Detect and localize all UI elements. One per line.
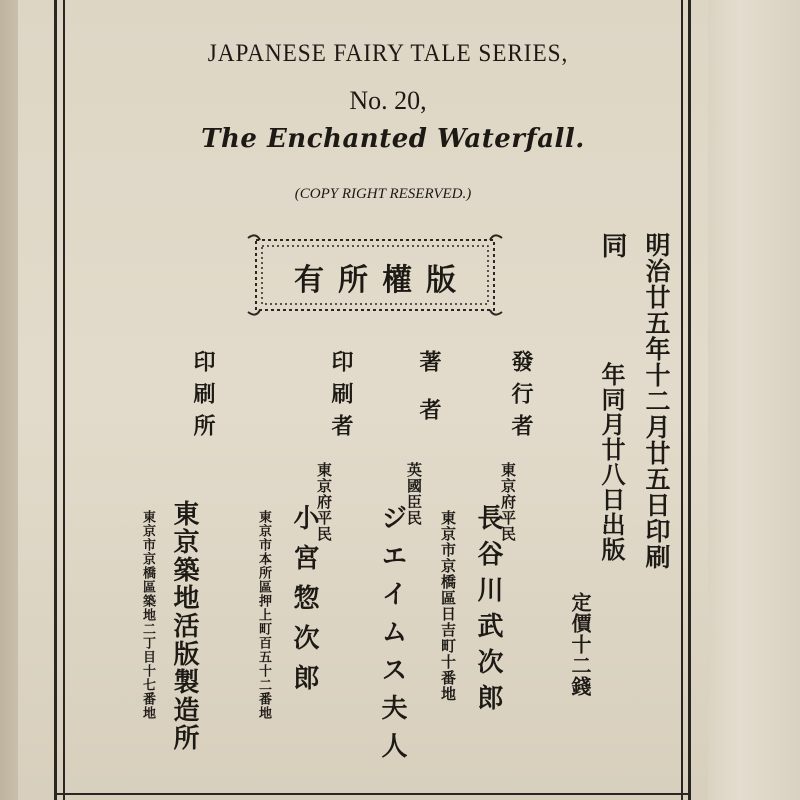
price: 定價十二錢 [568, 592, 592, 697]
facing-page [700, 0, 800, 800]
author-label: 著者 [416, 350, 442, 446]
printer-status: 東京府平民 [315, 462, 333, 542]
series-number: No. 20, [349, 86, 427, 115]
same-label: 同 [597, 232, 627, 261]
publisher-name: 長谷川武次郎 [473, 504, 503, 720]
author-status: 英國臣民 [405, 462, 423, 526]
publish-date: 年同月廿八日出版 [597, 362, 626, 562]
printer-name: 小宮惣次郎 [289, 504, 319, 704]
copyright-notice: (COPY RIGHT RESERVED.) [294, 186, 472, 202]
publisher-label: 發行者 [508, 350, 534, 446]
border-rule-right-inner [681, 0, 683, 800]
printer-address: 東京市本所區押上町百五十二番地 [256, 510, 271, 720]
publisher-address: 東京市京橋區日吉町十番地 [439, 510, 457, 702]
press-name: 東京築地活版製造所 [169, 500, 199, 752]
book-title: The Enchanted Waterfall. [201, 124, 585, 154]
copyright-stamp [246, 232, 504, 318]
border-rule-left-inner [63, 0, 65, 800]
colophon-page [18, 0, 708, 800]
series-title: JAPANESE FAIRY TALE SERIES, [207, 40, 569, 67]
publisher-status: 東京府平民 [499, 462, 517, 542]
press-label: 印刷所 [190, 350, 216, 446]
border-rule-bottom [54, 793, 691, 795]
printer-label: 印刷者 [328, 350, 354, 446]
author-name: ジエイムス夫人 [377, 504, 407, 770]
stamp-text: 有所權版 [294, 263, 470, 298]
press-address: 東京市京橋區築地二丁目十七番地 [140, 510, 155, 720]
print-date: 明治廿五年十二月廿五日印刷 [642, 232, 671, 570]
border-rule-left-outer [54, 0, 57, 800]
border-rule-right-outer [688, 0, 691, 800]
